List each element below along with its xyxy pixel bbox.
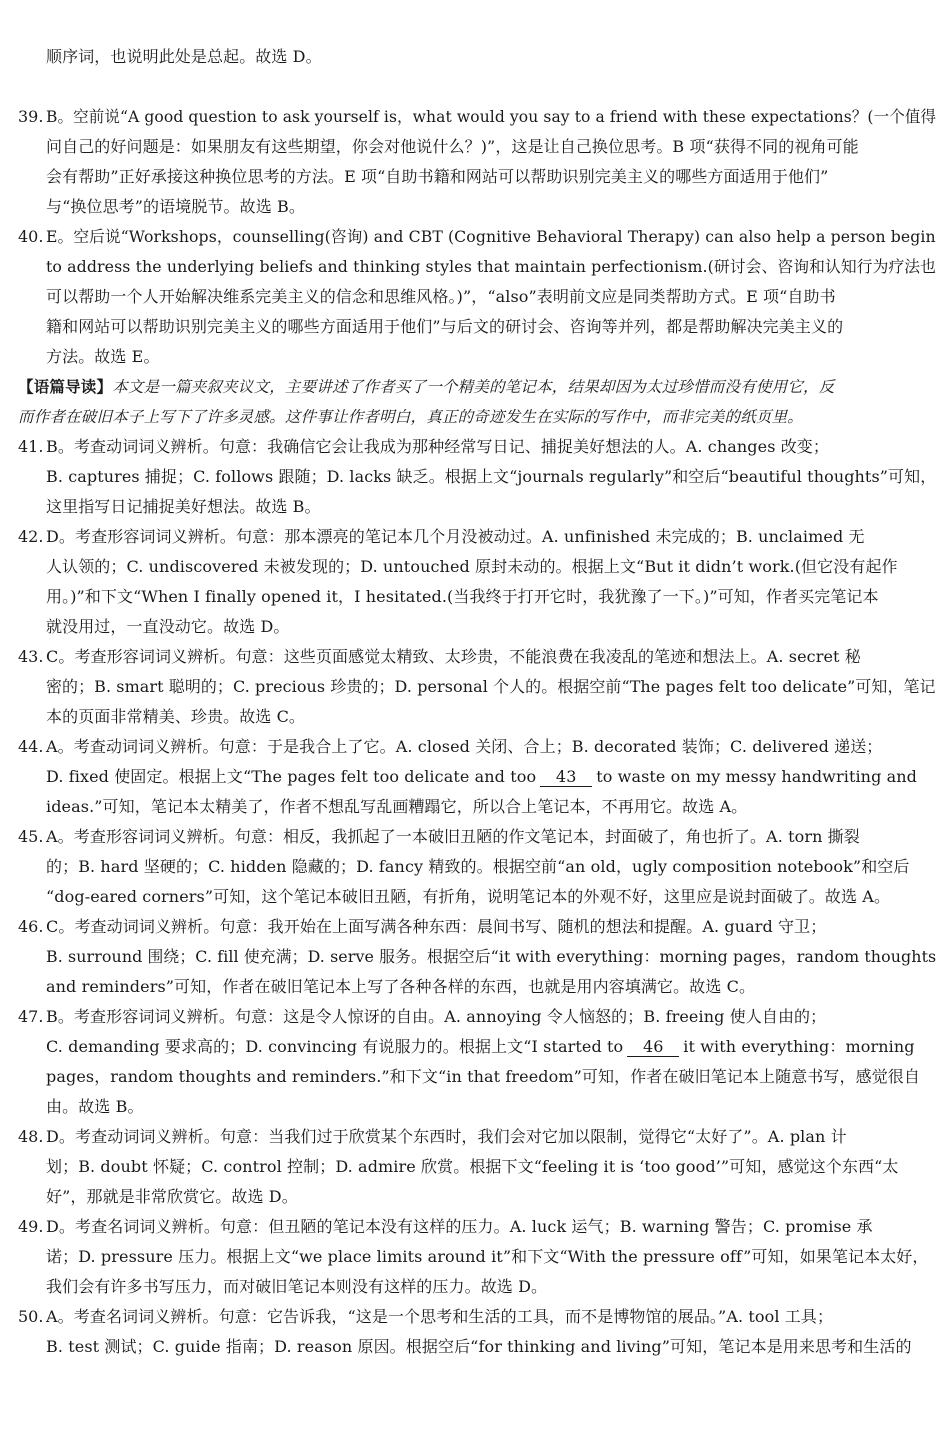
answer-43-line-2: 密的；B. smart 聪明的；C. precious 珍贵的；D. personal 个人的。根据空前“The pages felt too delicate”可知，笔记 <box>46 677 936 696</box>
answer-39-line-1: B。空前说“A good question to ask yourself is，what would you say to a friend with these expectations？(一个值得 <box>46 107 937 126</box>
answer-46-line-1: C。考查动词词义辨析。句意：我开始在上面写满各种东西：晨间书写、随机的想法和提醒。A. guard 守卫； <box>46 917 827 936</box>
answer-45-line-2: 的；B. hard 坚硬的；C. hidden 隐藏的；D. fancy 精致的。根据空前“an old，ugly composition notebook”和空后 <box>46 857 910 876</box>
answer-number: 39. <box>18 107 44 126</box>
answer-46-line-3: and reminders”可知，作者在破旧笔记本上写了各种各样的东西，也就是用内容填满它。故选 C。 <box>46 977 756 996</box>
answer-39-line-4: 与“换位思考”的语境脱节。故选 B。 <box>46 197 306 216</box>
answer-40-line-5: 方法。故选 E。 <box>46 347 160 366</box>
continued-line: 顺序词，也说明此处是总起。故选 D。 <box>46 47 322 66</box>
answer-number: 48. <box>18 1127 44 1146</box>
answer-50-line-2: B. test 测试；C. guide 指南；D. reason 原因。根据空后“for thinking and living”可知，笔记本是用来思考和生活的 <box>46 1337 912 1356</box>
answer-40-line-2: to address the underlying beliefs and thinking styles that maintain perfectionism.(研讨会、咨询和认知行为疗法也 <box>46 257 937 276</box>
reading-guide-line-1 <box>18 376 834 398</box>
answer-47-line-4: 由。故选 B。 <box>46 1097 144 1116</box>
answer-48-line-1: D。考查动词词义辨析。句意：当我们过于欣赏某个东西时，我们会对它加以限制，觉得它“太好了”。A. plan 计 <box>46 1127 847 1146</box>
answer-49-line-2: 诺；D. pressure 压力。根据上文“we place limits around it”和下文“With the pressure off”可知，如果笔记本太好， <box>46 1247 929 1266</box>
answer-42-line-1: D。考查形容词词义辨析。句意：那本漂亮的笔记本几个月没被动过。A. unfinished 未完成的；B. unclaimed 无 <box>46 527 865 546</box>
blank-46: 46 <box>627 1038 679 1057</box>
answer-48-line-2: 划；B. doubt 怀疑；C. control 控制；D. admire 欣赏。根据下文“feeling it is ‘too good’”可知，感觉这个东西“太 <box>46 1157 899 1176</box>
answer-42-line-4: 就没用过，一直没动它。故选 D。 <box>46 617 290 636</box>
answer-43-line-1: C。考查形容词词义辨析。句意：这些页面感觉太精致、太珍贵，不能浪费在我凌乱的笔迹和想法上。A. secret 秘 <box>46 647 861 666</box>
reading-guide-text: 本文是一篇夹叙夹议文，主要讲述了作者买了一个精美的笔记本，结果却因为太过珍惜而没有使用它，反 <box>112 378 835 396</box>
answer-41-line-1: B。考查动词词义辨析。句意：我确信它会让我成为那种经常写日记、捕捉美好想法的人。A. changes 改变； <box>46 437 830 456</box>
answer-number: 42. <box>18 527 44 546</box>
answer-40-line-4: 籍和网站可以帮助识别完美主义的哪些方面适用于他们”与后文的研讨会、咨询等并列，都是帮助解决完美主义的 <box>46 317 844 336</box>
answer-42-line-2: 人认领的；C. undiscovered 未被发现的；D. untouched 原封未动的。根据上文“But it didn’t work.(但它没有起作 <box>46 557 898 576</box>
answer-number: 49. <box>18 1217 44 1236</box>
answer-43-line-3: 本的页面非常精美、珍贵。故选 C。 <box>46 707 306 726</box>
answer-number: 50. <box>18 1307 44 1326</box>
reading-guide-heading: 【语篇导读】 <box>18 377 113 396</box>
answer-47-line-2 <box>46 1036 915 1058</box>
answer-41-line-3: 这里指写日记捕捉美好想法。故选 B。 <box>46 497 321 516</box>
reading-guide-line-2: 而作者在破旧本子上写下了许多灵感。这件事让作者明白，真正的奇迹发生在实际的写作中，而非完美的纸页里。 <box>18 408 804 426</box>
answer-number: 45. <box>18 827 44 846</box>
answer-40-line-1: E。空后说“Workshops，counselling(咨询) and CBT (Cognitive Behavioral Therapy) can also help a person begin <box>46 227 936 246</box>
answer-45-line-3: “dog-eared corners”可知，这个笔记本破旧丑陋，有折角，说明笔记本的外观不好，这里应是说封面破了。故选 A。 <box>46 887 891 906</box>
answer-44-line-2-after: to waste on my messy handwriting and <box>596 767 918 786</box>
answer-44-line-3: ideas.”可知，笔记本太精美了，作者不想乱写乱画糟蹋它，所以合上笔记本，不再用它。故选 A。 <box>46 797 748 816</box>
answer-number: 47. <box>18 1007 44 1026</box>
answer-46-line-2: B. surround 围绕；C. fill 使充满；D. serve 服务。根据空后“it with everything：morning pages，random thoughts <box>46 947 937 966</box>
answer-number: 41. <box>18 437 44 456</box>
answer-49-line-1: D。考查名词词义辨析。句意：但丑陋的笔记本没有这样的压力。A. luck 运气；B. warning 警告；C. promise 承 <box>46 1217 873 1236</box>
answer-47-line-2-after: it with everything：morning <box>683 1037 915 1056</box>
answer-49-line-3: 我们会有许多书写压力，而对破旧笔记本则没有这样的压力。故选 D。 <box>46 1277 548 1296</box>
answer-47-line-1: B。考查形容词词义辨析。句意：这是令人惊讶的自由。A. annoying 令人恼怒的；B. freeing 使人自由的； <box>46 1007 827 1026</box>
answer-40-line-3: 可以帮助一个人开始解决维系完美主义的信念和思维风格。)”，“also”表明前文应是同类帮助方式。E 项“自助书 <box>46 287 836 306</box>
answer-44-line-2-text: D. fixed 使固定。根据上文“The pages felt too delicate and too <box>46 767 537 786</box>
answer-42-line-3: 用。)”和下文“When I finally opened it，I hesitated.(当我终于打开它时，我犹豫了一下。)”可知，作者买完笔记本 <box>46 587 879 606</box>
answer-47-line-2-text: C. demanding 要求高的；D. convincing 有说服力的。根据上文“I started to <box>46 1037 624 1056</box>
answer-50-line-1: A。考查名词词义辨析。句意：它告诉我，“这是一个思考和生活的工具，而不是博物馆的展品。”A. tool 工具； <box>46 1307 834 1326</box>
answer-44-line-2 <box>46 766 917 788</box>
answer-39-line-2: 问自己的好问题是：如果朋友有这些期望，你会对他说什么？)”，这是让自己换位思考。B 项“获得不同的视角可能 <box>46 137 859 156</box>
blank-43: 43 <box>540 768 592 787</box>
answer-number: 44. <box>18 737 44 756</box>
answer-44-line-1: A。考查动词词义辨析。句意：于是我合上了它。A. closed 关闭、合上；B. decorated 装饰；C. delivered 递送； <box>46 737 883 756</box>
answer-39-line-3: 会有帮助”正好承接这种换位思考的方法。E 项“自助书籍和网站可以帮助识别完美主义的哪些方面适用于他们” <box>46 167 829 186</box>
answer-number: 43. <box>18 647 44 666</box>
answer-47-line-3: pages，random thoughts and reminders.”和下文“in that freedom”可知，作者在破旧笔记本上随意书写，感觉很自 <box>46 1067 921 1086</box>
answer-41-line-2: B. captures 捕捉；C. follows 跟随；D. lacks 缺乏。根据上文“journals regularly”和空后“beautiful thoughts”可知， <box>46 467 937 486</box>
answer-number: 46. <box>18 917 44 936</box>
answer-48-line-3: 好”，那就是非常欣赏它。故选 D。 <box>46 1187 298 1206</box>
answer-number: 40. <box>18 227 44 246</box>
answer-45-line-1: A。考查形容词词义辨析。句意：相反，我抓起了一本破旧丑陋的作文笔记本，封面破了，角也折了。A. torn 撕裂 <box>46 827 860 846</box>
